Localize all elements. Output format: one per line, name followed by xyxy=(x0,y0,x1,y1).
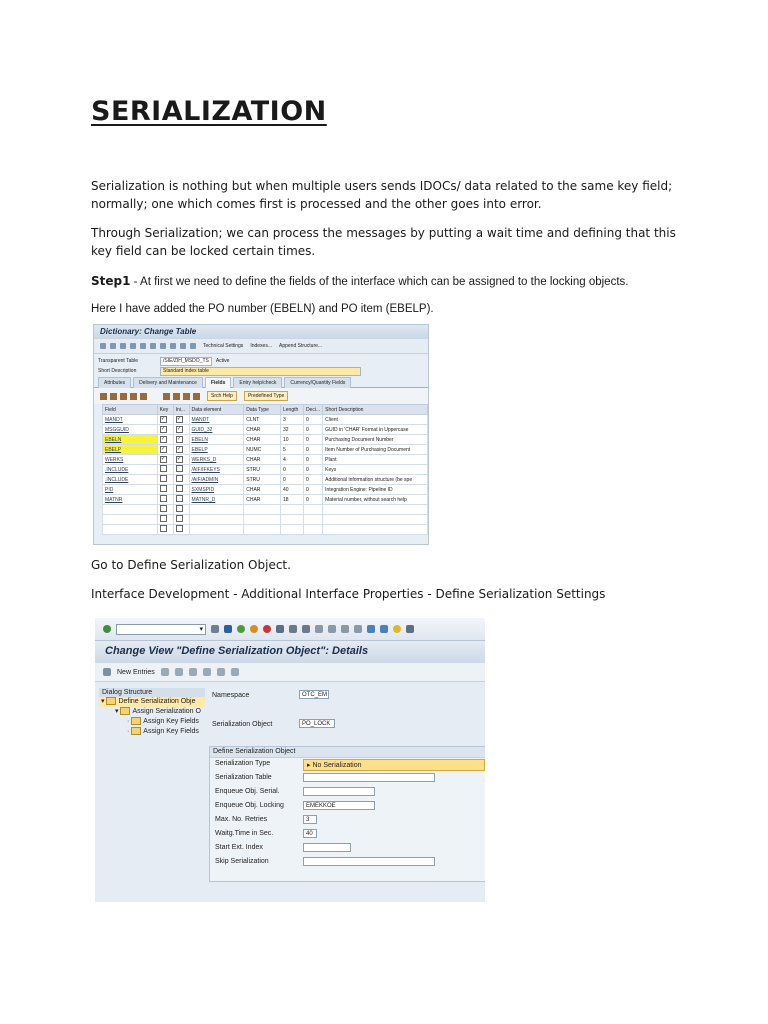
table-cell: MATNR xyxy=(103,495,158,505)
table-cell: EBELP xyxy=(189,445,244,455)
table-status: Active xyxy=(215,358,230,364)
copy-as-icon[interactable] xyxy=(161,668,169,676)
last-page-icon[interactable] xyxy=(354,625,362,633)
dictionary-toolbar xyxy=(94,339,428,354)
print-icon[interactable] xyxy=(276,625,284,633)
key-checkbox-cell xyxy=(157,425,173,435)
table-cell: CHAR xyxy=(244,485,281,495)
fields-table xyxy=(102,404,428,535)
key-checkbox-cell xyxy=(157,505,173,515)
checkbox[interactable]: ✓ xyxy=(161,436,166,442)
table-cell: 5 xyxy=(280,445,303,455)
table-cell: WERKS xyxy=(103,455,158,465)
copy-icon[interactable] xyxy=(110,393,117,400)
view-title: Change View "Define Serialization Object": Details xyxy=(95,641,485,663)
new-session-icon[interactable] xyxy=(367,625,375,633)
checkbox[interactable]: ✓ xyxy=(161,416,166,422)
checkbox[interactable]: ✓ xyxy=(176,456,182,462)
tree-node-assign-key-fields-1[interactable]: · Assign Key Fields xyxy=(127,718,199,725)
checkbox[interactable] xyxy=(160,495,167,502)
next-entry-icon[interactable] xyxy=(217,668,225,676)
table-cell: MATNR_D xyxy=(189,495,244,505)
table-cell: .INCLUDE xyxy=(103,475,158,485)
skip-serialization-field[interactable] xyxy=(303,857,435,866)
tab-attributes[interactable]: Attributes xyxy=(98,377,131,388)
search-help-button[interactable]: Srch Help xyxy=(207,391,237,401)
menu-bar-fragment xyxy=(95,610,485,618)
forward-icon[interactable] xyxy=(110,343,116,349)
paste-icon[interactable] xyxy=(120,393,127,400)
table-name-row xyxy=(98,356,424,366)
table-cell xyxy=(103,515,158,525)
initial-checkbox-cell xyxy=(173,455,189,465)
table-cell: 0 xyxy=(303,435,322,445)
checkbox[interactable]: ✓ xyxy=(161,426,166,432)
table-row[interactable] xyxy=(103,455,428,465)
serialization-type-label: Serialization Type xyxy=(215,760,271,767)
tree-node-label: Assign Key Fields xyxy=(143,718,199,725)
initial-checkbox-cell xyxy=(173,495,189,505)
display-change-icon[interactable] xyxy=(103,668,111,676)
key-checkbox-cell xyxy=(157,515,173,525)
sort-icon[interactable] xyxy=(183,393,190,400)
serialization-object-field[interactable]: PO_LOCK xyxy=(299,719,335,728)
table-cell xyxy=(303,505,322,515)
table-row[interactable] xyxy=(103,475,428,485)
display-change-icon[interactable] xyxy=(120,343,126,349)
table-cell: 40 xyxy=(280,485,303,495)
find-next-icon[interactable] xyxy=(302,625,310,633)
select-all-icon[interactable] xyxy=(231,668,239,676)
document-title: SERIALIZATION xyxy=(91,96,327,127)
table-cell: 0 xyxy=(303,455,322,465)
tab-fields[interactable]: Fields xyxy=(205,377,231,388)
table-row[interactable] xyxy=(103,505,428,515)
table-name-label: Transparent Table xyxy=(98,358,139,364)
tree-node-label: Assign Key Fields xyxy=(143,728,199,735)
short-description-field[interactable]: Standard index table xyxy=(160,367,361,376)
paragraph-menu-path: Interface Development - Additional Interface Properties - Define Serialization Settings xyxy=(91,587,606,601)
checkbox[interactable]: ✓ xyxy=(161,456,166,462)
initial-checkbox-cell xyxy=(173,485,189,495)
serialization-table-label: Serialization Table xyxy=(215,774,272,781)
table-row[interactable] xyxy=(103,515,428,525)
table-cell xyxy=(303,515,322,525)
where-used-icon[interactable] xyxy=(150,343,156,349)
table-cell: Additional information structure (be spe xyxy=(323,475,428,485)
table-cell: CHAR xyxy=(244,455,281,465)
dictionary-screenshot xyxy=(93,324,429,545)
table-cell: GUID_32 xyxy=(189,425,244,435)
table-cell xyxy=(189,505,244,515)
serialization-screenshot xyxy=(95,610,485,902)
table-cell: 32 xyxy=(280,425,303,435)
table-cell: MANDT xyxy=(103,415,158,425)
serialization-table-field[interactable] xyxy=(303,773,435,782)
start-ext-index-field[interactable] xyxy=(303,843,351,852)
tab-delivery[interactable]: Delivery and Maintenance xyxy=(133,377,203,388)
undo-icon[interactable] xyxy=(189,668,197,676)
save-icon[interactable] xyxy=(224,625,232,633)
folder-open-icon xyxy=(106,697,116,705)
tree-node-label: Define Serialization Obje xyxy=(118,698,196,705)
tab-entry-help[interactable]: Entry help/check xyxy=(233,377,282,388)
table-cell xyxy=(189,515,244,525)
table-cell: 0 xyxy=(303,445,322,455)
check-icon[interactable] xyxy=(130,343,136,349)
table-cell xyxy=(244,505,281,515)
table-row[interactable] xyxy=(103,415,428,425)
enqueue-locking-field[interactable]: EMEKKOE xyxy=(303,801,375,810)
table-cell: PID xyxy=(103,485,158,495)
enter-icon[interactable] xyxy=(103,625,111,633)
command-field[interactable]: ▾ xyxy=(116,624,206,635)
initial-checkbox-cell xyxy=(173,525,189,535)
checkbox[interactable] xyxy=(176,465,183,472)
table-cell: MSGGUID xyxy=(103,425,158,435)
predefined-type-button[interactable]: Predefined Type xyxy=(244,391,288,401)
table-cell: /AIF/IFKEYS xyxy=(189,465,244,475)
namespace-field[interactable]: OTC_EM xyxy=(299,690,329,699)
technical-settings-button[interactable]: Technical Settings xyxy=(203,343,244,349)
back-icon[interactable] xyxy=(237,625,245,633)
table-cell: 4 xyxy=(280,455,303,465)
indexes-button[interactable]: Indexes... xyxy=(250,343,272,349)
wait-time-field[interactable]: 40 xyxy=(303,829,317,838)
group-title: Define Serialization Object xyxy=(210,747,485,758)
hierarchy-icon[interactable] xyxy=(160,343,166,349)
table-cell: .INCLUDE xyxy=(103,465,158,475)
table-cell xyxy=(323,515,428,525)
key-checkbox-cell xyxy=(157,465,173,475)
col-short-description[interactable]: Short Description xyxy=(323,405,428,415)
paragraph-po-fields: Here I have added the PO number (EBELN) and PO item (EBELP). xyxy=(91,303,434,315)
table-cell: Client xyxy=(323,415,428,425)
tree-node-define-object[interactable]: ▾ Define Serialization Obje xyxy=(99,697,205,707)
key-checkbox-cell xyxy=(157,475,173,485)
paragraph-goto: Go to Define Serialization Object. xyxy=(91,558,291,572)
checkbox[interactable] xyxy=(176,495,183,502)
table-row[interactable] xyxy=(103,485,428,495)
table-cell: 0 xyxy=(280,475,303,485)
max-retries-field[interactable]: 3 xyxy=(303,815,317,824)
info-icon[interactable] xyxy=(180,343,186,349)
standard-toolbar xyxy=(95,618,485,641)
tree-node-label: Assign Serialization O xyxy=(132,708,201,715)
table-cell: 0 xyxy=(303,465,322,475)
checkbox[interactable]: ✓ xyxy=(176,416,182,422)
table-cell xyxy=(189,525,244,535)
col-length[interactable]: Length xyxy=(280,405,303,415)
initial-checkbox-cell xyxy=(173,445,189,455)
table-cell xyxy=(280,515,303,525)
table-cell: CHAR xyxy=(244,425,281,435)
col-decimals[interactable]: Deci... xyxy=(303,405,322,415)
paragraph-definition: Serialization is nothing but when multiple users sends IDOCs/ data related to the same key field; normally; one which comes first is processed and the other goes into error. xyxy=(91,179,673,211)
table-cell: 3 xyxy=(280,415,303,425)
tree-node-assign-object[interactable]: ▾ Assign Serialization O xyxy=(115,708,201,715)
wait-time-label: Waitg.Time in Sec. xyxy=(215,830,274,837)
enqueue-serial-field[interactable] xyxy=(303,787,375,796)
table-cell: 10 xyxy=(280,435,303,445)
table-cell xyxy=(103,505,158,515)
delete-icon[interactable] xyxy=(175,668,183,676)
table-cell: /AIF/ADMIN xyxy=(189,475,244,485)
cut-icon[interactable] xyxy=(100,393,107,400)
new-entries-button[interactable]: New Entries xyxy=(117,668,155,676)
table-cell: 0 xyxy=(303,415,322,425)
filter-icon[interactable] xyxy=(193,393,200,400)
table-cell: 0 xyxy=(303,485,322,495)
table-cell: GUID in 'CHAR' Format in Uppercase xyxy=(323,425,428,435)
table-cell: Integration Engine: Pipeline ID xyxy=(323,485,428,495)
contents-icon[interactable] xyxy=(190,343,196,349)
table-cell: NUMC xyxy=(244,445,281,455)
table-name-field[interactable]: /SIE/ZIH_MSDO_TS xyxy=(160,357,212,366)
insert-row-icon[interactable] xyxy=(130,393,137,400)
find-next-icon[interactable] xyxy=(173,393,180,400)
table-cell: EBELN xyxy=(189,435,244,445)
key-checkbox-cell xyxy=(157,445,173,455)
col-data-type[interactable]: Data Type xyxy=(244,405,281,415)
table-row[interactable] xyxy=(103,445,428,455)
table-cell: STRU xyxy=(244,465,281,475)
dialog-structure-tree xyxy=(99,688,205,737)
shortcut-icon[interactable] xyxy=(380,625,388,633)
back-icon[interactable] xyxy=(100,343,106,349)
table-cell: WERKS_D xyxy=(189,455,244,465)
checkbox[interactable]: ✓ xyxy=(161,446,166,452)
start-ext-index-label: Start Ext. Index xyxy=(215,844,263,851)
previous-entry-icon[interactable] xyxy=(203,668,211,676)
table-cell: SXMSPID xyxy=(189,485,244,495)
initial-checkbox-cell xyxy=(173,465,189,475)
col-field[interactable]: Field xyxy=(103,405,158,415)
checkbox[interactable] xyxy=(160,505,167,512)
table-row[interactable] xyxy=(103,525,428,535)
fields-toolbar xyxy=(94,388,428,404)
key-checkbox-cell xyxy=(157,435,173,445)
checkbox[interactable] xyxy=(160,515,167,522)
table-row[interactable] xyxy=(103,425,428,435)
checkbox[interactable] xyxy=(176,515,183,522)
application-toolbar xyxy=(95,663,485,682)
initial-checkbox-cell xyxy=(173,505,189,515)
dictionary-window-title: Dictionary: Change Table xyxy=(94,325,428,339)
table-cell xyxy=(244,525,281,535)
folder-icon xyxy=(120,707,130,715)
enqueue-serial-label: Enqueue Obj. Serial. xyxy=(215,788,280,795)
serialization-type-field[interactable] xyxy=(303,759,485,771)
short-description-label: Short Description xyxy=(98,368,137,374)
append-structure-button[interactable]: Append Structure... xyxy=(279,343,323,349)
table-cell xyxy=(244,515,281,525)
dictionary-tabs xyxy=(94,377,428,388)
dialog-structure-title: Dialog Structure xyxy=(99,688,205,697)
table-cell: 0 xyxy=(303,425,322,435)
table-cell: 0 xyxy=(303,495,322,505)
table-cell: Material number, without search help xyxy=(323,495,428,505)
table-cell: STRU xyxy=(244,475,281,485)
serialization-type-value: No Serialization xyxy=(312,762,362,769)
checkbox[interactable] xyxy=(160,525,167,532)
skip-serialization-label: Skip Serialization xyxy=(215,858,269,865)
back-arrow-icon[interactable] xyxy=(211,625,219,633)
layout-icon[interactable] xyxy=(170,343,176,349)
table-cell: Purchasing Document Number xyxy=(323,435,428,445)
table-cell xyxy=(280,505,303,515)
activate-icon[interactable] xyxy=(140,343,146,349)
tree-node-assign-key-fields-2[interactable]: · Assign Key Fields xyxy=(127,728,199,735)
key-checkbox-cell xyxy=(157,495,173,505)
delete-row-icon[interactable] xyxy=(140,393,147,400)
dropdown-indicator-icon: ▸ xyxy=(307,762,313,769)
table-cell: EBELN xyxy=(103,435,158,445)
enqueue-locking-label: Enqueue Obj. Locking xyxy=(215,802,284,809)
table-cell xyxy=(303,525,322,535)
col-data-element[interactable]: Data element xyxy=(189,405,244,415)
col-key[interactable]: Key xyxy=(157,405,173,415)
table-cell xyxy=(103,525,158,535)
previous-page-icon[interactable] xyxy=(328,625,336,633)
table-cell: EBELP xyxy=(103,445,158,455)
paragraph-purpose: Through Serialization; we can process the messages by putting a wait time and defining that this key field can be locked certain times. xyxy=(91,226,676,258)
find-icon[interactable] xyxy=(163,393,170,400)
namespace-label: Namespace xyxy=(212,692,250,699)
checkbox[interactable]: ✓ xyxy=(176,436,182,442)
checkbox[interactable] xyxy=(176,505,183,512)
table-cell xyxy=(280,525,303,535)
table-row[interactable] xyxy=(103,495,428,505)
table-cell xyxy=(323,505,428,515)
initial-checkbox-cell xyxy=(173,415,189,425)
checkbox[interactable] xyxy=(176,475,183,482)
initial-checkbox-cell xyxy=(173,435,189,445)
first-page-icon[interactable] xyxy=(315,625,323,633)
initial-checkbox-cell xyxy=(173,515,189,525)
folder-icon xyxy=(131,727,141,735)
step-text: - At first we need to define the fields of the interface which can be assigned to the locking objects. xyxy=(130,276,629,288)
table-cell: Item Number of Purchasing Document xyxy=(323,445,428,455)
checkbox[interactable] xyxy=(160,485,167,492)
key-checkbox-cell xyxy=(157,485,173,495)
table-cell: CHAR xyxy=(244,495,281,505)
initial-checkbox-cell xyxy=(173,475,189,485)
table-cell: CHAR xyxy=(244,435,281,445)
table-cell: 0 xyxy=(303,475,322,485)
key-checkbox-cell xyxy=(157,455,173,465)
checkbox[interactable]: ✓ xyxy=(176,446,182,452)
table-cell: CLNT xyxy=(244,415,281,425)
paragraph-step1 xyxy=(91,272,691,291)
cancel-icon[interactable] xyxy=(263,625,271,633)
step-label: Step1 xyxy=(91,274,131,288)
layout-menu-icon[interactable] xyxy=(406,625,414,633)
max-retries-label: Max. No. Retries xyxy=(215,816,268,823)
help-icon[interactable] xyxy=(393,625,401,633)
col-initial[interactable]: Ini... xyxy=(173,405,189,415)
table-cell xyxy=(323,525,428,535)
table-row[interactable] xyxy=(103,465,428,475)
short-description-row xyxy=(98,366,424,376)
initial-checkbox-cell xyxy=(173,425,189,435)
table-cell: Plant xyxy=(323,455,428,465)
next-page-icon[interactable] xyxy=(341,625,349,633)
exit-icon[interactable] xyxy=(250,625,258,633)
find-icon[interactable] xyxy=(289,625,297,633)
key-checkbox-cell xyxy=(157,525,173,535)
checkbox[interactable] xyxy=(176,525,183,532)
tab-currency[interactable]: Currency/Quantity Fields xyxy=(284,377,351,388)
checkbox[interactable] xyxy=(160,475,167,482)
table-cell: 0 xyxy=(280,465,303,475)
serialization-object-label: Serialization Object xyxy=(212,721,273,728)
table-cell: MANDT xyxy=(189,415,244,425)
table-cell: 18 xyxy=(280,495,303,505)
checkbox[interactable] xyxy=(176,485,183,492)
table-cell: Keys xyxy=(323,465,428,475)
table-row[interactable] xyxy=(103,435,428,445)
folder-icon xyxy=(131,717,141,725)
checkbox[interactable]: ✓ xyxy=(176,426,182,432)
key-checkbox-cell xyxy=(157,415,173,425)
checkbox[interactable] xyxy=(160,465,167,472)
